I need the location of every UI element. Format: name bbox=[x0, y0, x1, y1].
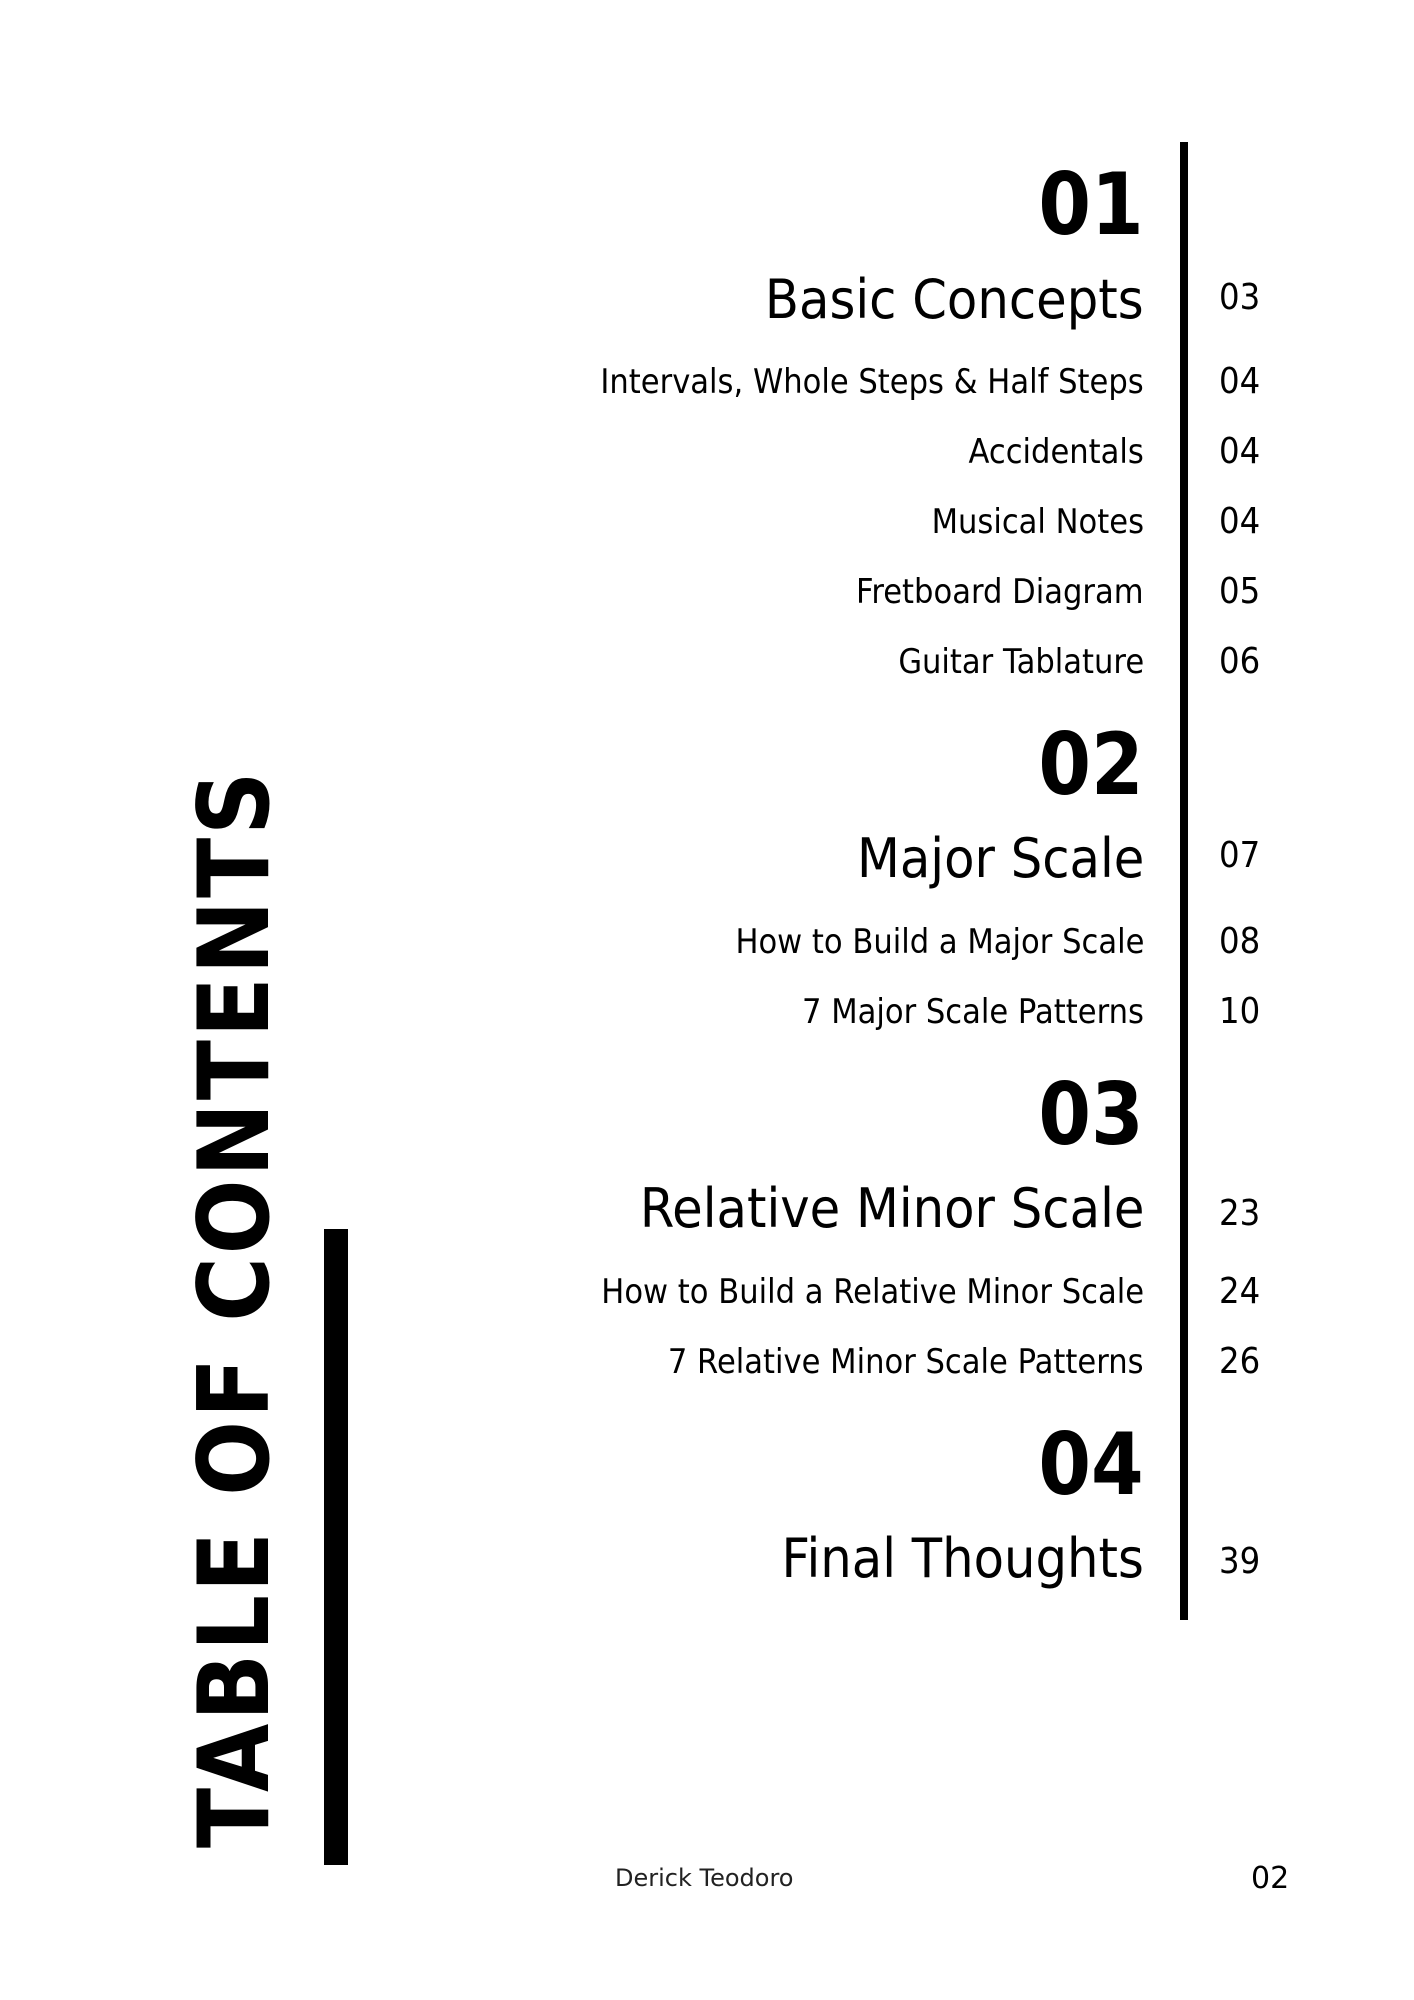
toc-item-page: 08 bbox=[1219, 921, 1261, 962]
chapter-title[interactable]: Final Thoughts bbox=[781, 1527, 1144, 1590]
toc-item-page: 04 bbox=[1219, 501, 1261, 542]
chapter-page-number: 07 bbox=[1219, 835, 1261, 876]
chapter-page-number: 23 bbox=[1219, 1193, 1261, 1234]
chapter-page-number: 03 bbox=[1219, 277, 1261, 318]
toc-item-page: 24 bbox=[1219, 1271, 1261, 1312]
toc-item-page: 05 bbox=[1219, 571, 1261, 612]
column-divider bbox=[1180, 142, 1188, 1620]
toc-item-page: 10 bbox=[1219, 991, 1261, 1032]
toc-item-page: 26 bbox=[1219, 1341, 1261, 1382]
toc-item[interactable]: Accidentals bbox=[968, 432, 1144, 472]
chapter-title[interactable]: Basic Concepts bbox=[765, 268, 1144, 331]
chapter-page-number: 39 bbox=[1219, 1541, 1261, 1582]
title-accent-bar bbox=[324, 1229, 348, 1865]
section-number: 03 bbox=[1038, 1065, 1144, 1165]
toc-item[interactable]: Musical Notes bbox=[931, 502, 1144, 542]
toc-item[interactable]: Guitar Tablature bbox=[898, 642, 1144, 682]
section-number: 04 bbox=[1038, 1415, 1144, 1515]
footer-page-number: 02 bbox=[1251, 1861, 1290, 1896]
section-number: 01 bbox=[1038, 155, 1144, 255]
toc-item[interactable]: 7 Major Scale Patterns bbox=[802, 992, 1144, 1032]
chapter-title[interactable]: Major Scale bbox=[856, 827, 1144, 890]
footer-author: Derick Teodoro bbox=[615, 1864, 794, 1892]
section-number: 02 bbox=[1038, 715, 1144, 815]
toc-item[interactable]: 7 Relative Minor Scale Patterns bbox=[668, 1342, 1144, 1382]
toc-item-page: 04 bbox=[1219, 431, 1261, 472]
toc-item[interactable]: How to Build a Relative Minor Scale bbox=[601, 1272, 1144, 1312]
toc-item-page: 06 bbox=[1219, 641, 1261, 682]
chapter-title[interactable]: Relative Minor Scale bbox=[639, 1177, 1144, 1240]
page-title: TABLE OF CONTENTS bbox=[178, 768, 292, 1848]
toc-item-page: 04 bbox=[1219, 361, 1261, 402]
toc-item[interactable]: Fretboard Diagram bbox=[856, 572, 1144, 612]
toc-item[interactable]: How to Build a Major Scale bbox=[735, 922, 1144, 962]
toc-item[interactable]: Intervals, Whole Steps & Half Steps bbox=[600, 362, 1144, 402]
